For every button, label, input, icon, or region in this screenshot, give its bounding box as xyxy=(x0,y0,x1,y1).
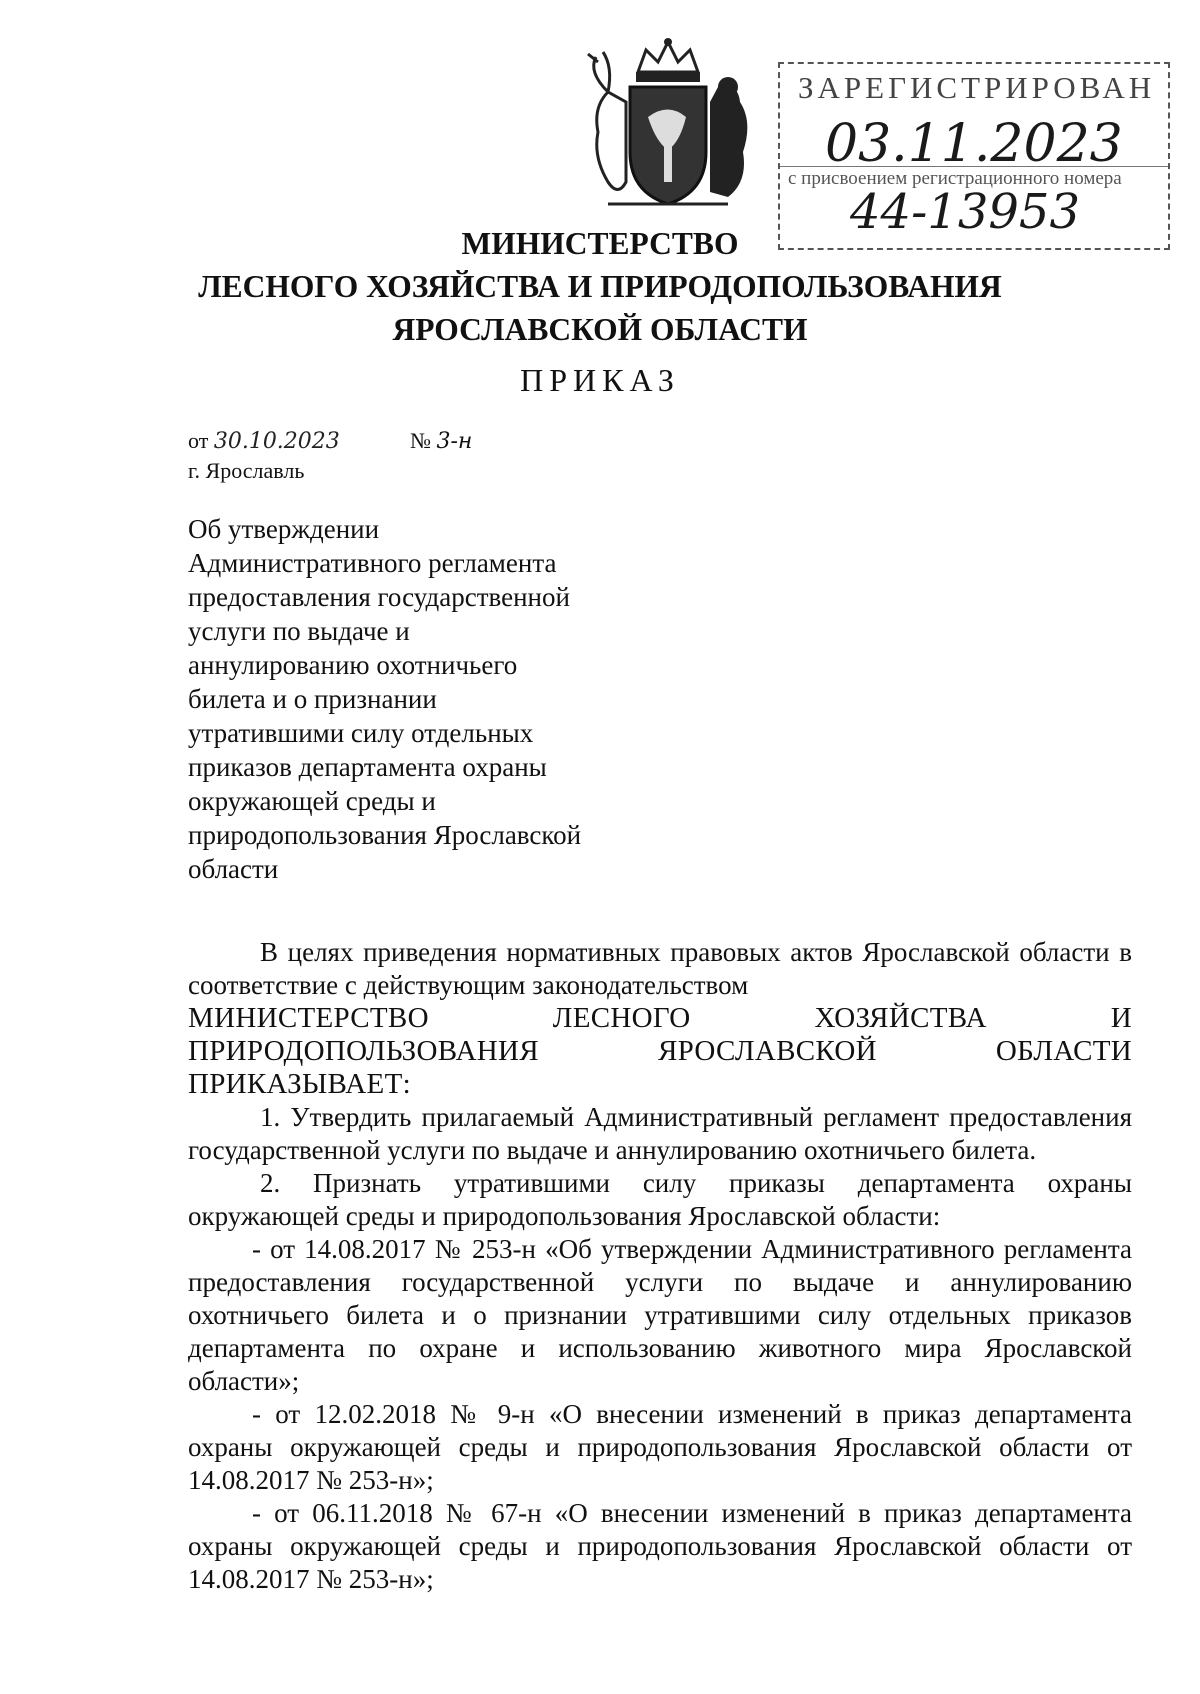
order-date xyxy=(188,428,340,454)
subject-line: Административного регламента xyxy=(188,548,557,578)
subitem-3-paragraph: - от 06.11.2018 № 67-н «О внесении изменений в приказ департамента охраны окружающей среды и природопользования Ярославской области от 14.08.2017 № 253-н»; xyxy=(188,1498,1132,1594)
order-number-value: 3-н xyxy=(436,429,473,454)
item-2-paragraph: 2. Признать утратившими силу приказы департамента охраны окружающей среды и природопользования Ярославской области: xyxy=(188,1168,1132,1231)
subject-line: окружающей среды и xyxy=(188,786,436,816)
order-subject xyxy=(188,512,581,886)
order-phrase: МИНИСТЕРСТВО ЛЕСНОГО ХОЗЯЙСТВА И ПРИРОДОПОЛЬЗОВАНИЯ ЯРОСЛАВСКОЙ ОБЛАСТИ ПРИКАЗЫВАЕТ: xyxy=(188,1002,1132,1100)
ministry-line: ЛЕСНОГО ХОЗЯЙСТВА И ПРИРОДОПОЛЬЗОВАНИЯ xyxy=(198,269,1002,304)
order-number xyxy=(410,428,472,454)
subject-line: предоставления государственной xyxy=(188,582,570,612)
number-label: № xyxy=(410,428,431,453)
stamp-registration-number: 44-13953 xyxy=(850,184,1080,240)
order-city: г. Ярославль xyxy=(188,458,305,483)
ministry-line: ЯРОСЛАВСКОЙ ОБЛАСТИ xyxy=(392,312,808,347)
order-date-value: 30.10.2023 xyxy=(213,429,340,454)
subject-line: приказов департамента охраны xyxy=(188,752,547,782)
subject-line: области xyxy=(188,854,279,884)
subject-line: билета и о признании xyxy=(188,684,437,714)
item-1-paragraph: 1. Утвердить прилагаемый Административный регламент предоставления государственной услуги по выдаче и аннулированию охотничьего билета. xyxy=(188,1102,1132,1165)
stamp-caption: с присвоением регистрационного номера xyxy=(788,168,1122,189)
order-title: ПРИКАЗ xyxy=(520,362,680,398)
ministry-line: МИНИСТЕРСТВО xyxy=(461,226,739,261)
intro-paragraph: В целях приведения нормативных правовых актов Ярославской области в соответствие с действующим законодательством xyxy=(188,937,1132,1000)
subject-line: услуги по выдаче и xyxy=(188,616,410,646)
subject-line: Об утверждении xyxy=(188,514,380,544)
ministry-header xyxy=(0,222,1200,351)
coat-of-arms-emblem xyxy=(568,32,768,217)
subject-line: утратившими силу отдельных xyxy=(188,718,534,748)
subitem-2-paragraph: - от 12.02.2018 № 9-н «О внесении изменений в приказ департамента охраны окружающей среды и природопользования Ярославской области от 14.08.2017 № 253-н»; xyxy=(188,1399,1132,1495)
stamp-date: 03.11.2023 xyxy=(825,114,1123,174)
subject-line: аннулированию охотничьего xyxy=(188,650,518,680)
subitem-1-paragraph: - от 14.08.2017 № 253-н «Об утверждении Административного регламента предоставления государственной услуги по выдаче и аннулированию охотничьего билета и о признании утратившими силу отдельных приказов департамента по охране и использованию животного мира Ярославской области»; xyxy=(188,1234,1132,1396)
subject-line: природопользования Ярославской xyxy=(188,820,582,850)
order-body xyxy=(188,936,1132,1596)
stamp-divider xyxy=(780,166,1168,167)
from-label: от xyxy=(188,428,209,453)
stamp-title: ЗАРЕГИСТРИРОВАН xyxy=(798,70,1156,105)
